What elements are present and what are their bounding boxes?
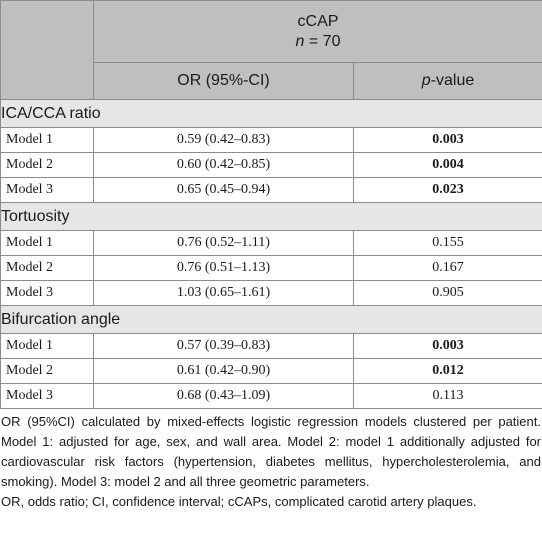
group-label: cCAP <box>297 12 339 30</box>
p-value-cell: 0.023 <box>354 178 542 203</box>
table-row <box>1 256 542 281</box>
p-value-cell: 0.155 <box>354 231 542 256</box>
p-value-cell: 0.004 <box>354 153 542 178</box>
section-title: Bifurcation angle <box>1 306 542 334</box>
model-cell: Model 3 <box>1 178 94 203</box>
p-value-cell: 0.113 <box>354 384 542 409</box>
model-cell: Model 1 <box>1 231 94 256</box>
model-cell: Model 1 <box>1 128 94 153</box>
table-row <box>1 231 542 256</box>
section-title: Tortuosity <box>1 203 542 231</box>
model-cell: Model 3 <box>1 281 94 306</box>
header-group-cell <box>94 1 542 63</box>
model-cell: Model 2 <box>1 256 94 281</box>
table-row <box>1 153 542 178</box>
header-blank-cell <box>1 1 94 100</box>
table-footnotes <box>0 409 542 512</box>
table-row <box>1 384 542 409</box>
section-title: ICA/CCA ratio <box>1 100 542 128</box>
odds-ratio-cell: 0.59 (0.42–0.83) <box>94 128 354 153</box>
p-value-cell: 0.905 <box>354 281 542 306</box>
odds-ratio-cell: 1.03 (0.65–1.61) <box>94 281 354 306</box>
section-header-row <box>1 203 542 231</box>
n-symbol: n <box>295 32 305 50</box>
n-value: = 70 <box>304 32 341 50</box>
table-row <box>1 178 542 203</box>
section-header-row <box>1 306 542 334</box>
model-cell: Model 1 <box>1 334 94 359</box>
model-cell: Model 3 <box>1 384 94 409</box>
odds-ratio-cell: 0.68 (0.43–1.09) <box>94 384 354 409</box>
sample-size <box>94 32 542 52</box>
model-cell: Model 2 <box>1 153 94 178</box>
odds-ratio-cell: 0.57 (0.39–0.83) <box>94 334 354 359</box>
table-row <box>1 334 542 359</box>
p-symbol: p <box>421 72 431 89</box>
header-row-group <box>1 1 542 63</box>
p-value-cell: 0.167 <box>354 256 542 281</box>
p-value-cell: 0.003 <box>354 128 542 153</box>
table-row <box>1 359 542 384</box>
column-header-p <box>354 63 542 100</box>
p-value-cell: 0.012 <box>354 359 542 384</box>
table-row <box>1 128 542 153</box>
odds-ratio-cell: 0.60 (0.42–0.85) <box>94 153 354 178</box>
odds-ratio-cell: 0.76 (0.51–1.13) <box>94 256 354 281</box>
odds-ratio-cell: 0.76 (0.52–1.11) <box>94 231 354 256</box>
odds-ratio-cell: 0.61 (0.42–0.90) <box>94 359 354 384</box>
column-header-or: OR (95%-CI) <box>94 63 354 100</box>
footnote-methods: OR (95%CI) calculated by mixed-effects logistic regression models clustered per patient. Model 1: adjusted for age, sex, and wall area. Model 2: model 1 additionally adjusted for cardiovascular risk factors (hypertension, diabetes mellitus, hypercholesterolemia, and smoking). Model 3: model 2 and all three geometric parameters. <box>1 414 541 489</box>
p-suffix: -value <box>430 72 475 89</box>
section-header-row <box>1 100 542 128</box>
odds-ratio-cell: 0.65 (0.45–0.94) <box>94 178 354 203</box>
p-value-cell: 0.003 <box>354 334 542 359</box>
table-row <box>1 281 542 306</box>
footnote-abbreviations: OR, odds ratio; CI, confidence interval; cCAPs, complicated carotid artery plaques. <box>1 494 477 509</box>
model-cell: Model 2 <box>1 359 94 384</box>
